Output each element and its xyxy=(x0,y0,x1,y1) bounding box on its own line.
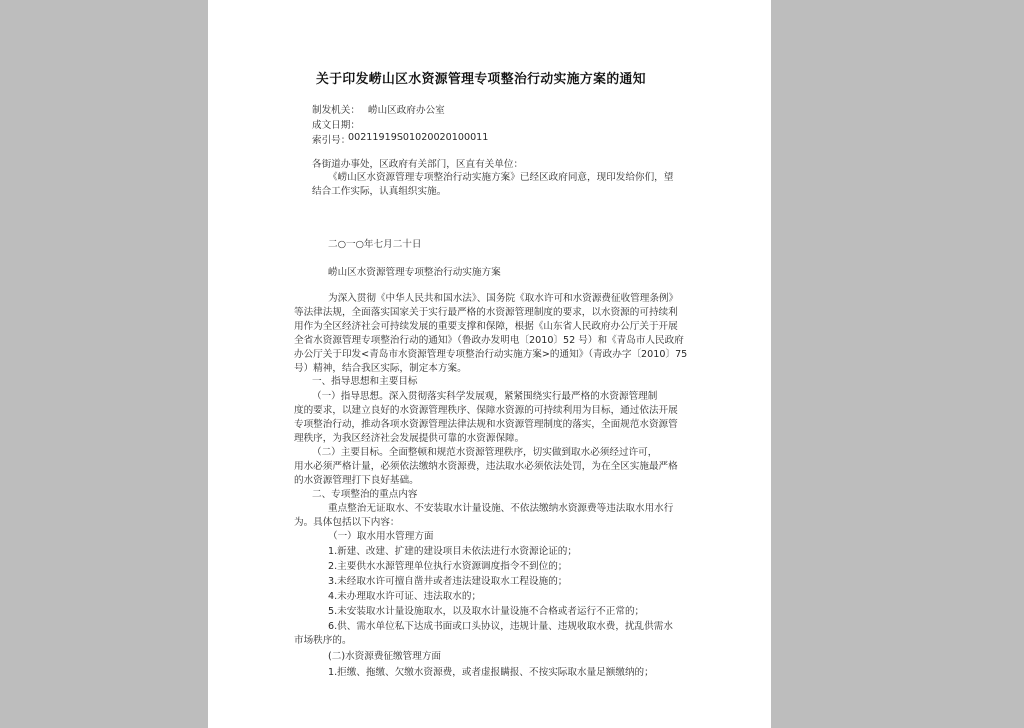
date-label: 成文日期： xyxy=(312,120,360,131)
list-item: 2.主要供水水源管理单位执行水资源调度指令不到位的； xyxy=(328,561,568,572)
recipients-line: 各街道办事处，区政府有关部门，区直有关单位： xyxy=(312,159,524,170)
index-label: 索引号： xyxy=(312,135,351,146)
paragraph-line: 全省水资源管理专项整治行动的通知》（鲁政办发明电〔2010〕52 号）和《青岛市人民政府 xyxy=(294,335,684,346)
list-item: 1.新建、改建、扩建的建设项目未依法进行水资源论证的； xyxy=(328,546,577,557)
paragraph-line: 用水必须严格计量，必须依法缴纳水资源费，违法取水必须依法处罚，为在全区实施最严格 xyxy=(294,461,678,472)
paragraph-line: 重点整治无证取水、不安装取水计量设施、不依法缴纳水资源费等违法取水用水行 xyxy=(328,503,674,514)
document-title: 关于印发崂山区水资源管理专项整治行动实施方案的通知 xyxy=(316,72,646,87)
list-item: 6.供、需水单位私下达成书面或口头协议，违规计量、违规收取水费，扰乱供需水 xyxy=(328,621,673,632)
subsection-heading-1: （一）取水用水管理方面 xyxy=(328,531,434,542)
intro-line-1: 《崂山区水资源管理专项整治行动实施方案》已经区政府同意，现印发给你们，望 xyxy=(328,172,674,183)
paragraph-line: 专项整治行动，推动各项水资源管理法律法规和水资源管理制度的落实，全面规范水资源管 xyxy=(294,419,678,430)
paragraph-line: 号）精神，结合我区实际，制定本方案。 xyxy=(294,363,467,374)
paragraph-line: （二）主要目标。全面整顿和规范水资源管理秩序，切实做到取水必须经过许可， xyxy=(312,447,658,458)
paragraph-line: 为。具体包括以下内容： xyxy=(294,517,400,528)
list-item: 4.未办理取水许可证、违法取水的； xyxy=(328,591,482,602)
document-content xyxy=(208,0,771,728)
index-value: 00211919S01020020100011 xyxy=(348,132,489,143)
list-item-continuation: 市场秩序的。 xyxy=(294,635,352,646)
plan-title: 崂山区水资源管理专项整治行动实施方案 xyxy=(328,267,501,278)
paragraph-line: （一）指导思想。深入贯彻落实科学发展观，紧紧围绕实行最严格的水资源管理制 xyxy=(312,391,658,402)
paragraph-line: 办公厅关于印发<青岛市水资源管理专项整治行动实施方案>的通知》（青政办字〔2010〕75 xyxy=(294,349,688,360)
document-page xyxy=(208,0,771,728)
issue-date: 二○一○年七月二十日 xyxy=(328,239,422,250)
issuer-value: 崂山区政府办公室 xyxy=(368,105,445,116)
paragraph-line: 等法律法规，全面落实国家关于实行最严格的水资源管理制度的要求，以水资源的可持续利 xyxy=(294,307,678,318)
paragraph-line: 理秩序，为我区经济社会发展提供可靠的水资源保障。 xyxy=(294,433,525,444)
section-heading-1: 一、指导思想和主要目标 xyxy=(312,376,418,387)
list-item: 1.拒缴、拖缴、欠缴水资源费，或者虚报瞒报、不按实际取水量足额缴纳的； xyxy=(328,667,654,678)
paragraph-line: 用作为全区经济社会可持续发展的重要支撑和保障，根据《山东省人民政府办公厅关于开展 xyxy=(294,321,678,332)
paragraph-line: 的水资源管理打下良好基础。 xyxy=(294,475,419,486)
paragraph-line: 为深入贯彻《中华人民共和国水法》、国务院《取水许可和水资源费征收管理条例》 xyxy=(328,293,679,304)
intro-line-2: 结合工作实际，认真组织实施。 xyxy=(312,186,447,197)
paragraph-line: 度的要求，以建立良好的水资源管理秩序、保障水资源的可持续利用为目标，通过依法开展 xyxy=(294,405,678,416)
list-item: 3.未经取水许可擅自凿井或者违法建设取水工程设施的； xyxy=(328,576,568,587)
subsection-heading-2: (二)水资源费征缴管理方面 xyxy=(328,651,442,662)
section-heading-2: 二、专项整治的重点内容 xyxy=(312,489,418,500)
issuer-label: 制发机关： xyxy=(312,105,360,116)
list-item: 5.未安装取水计量设施取水，以及取水计量设施不合格或者运行不正常的； xyxy=(328,606,645,617)
